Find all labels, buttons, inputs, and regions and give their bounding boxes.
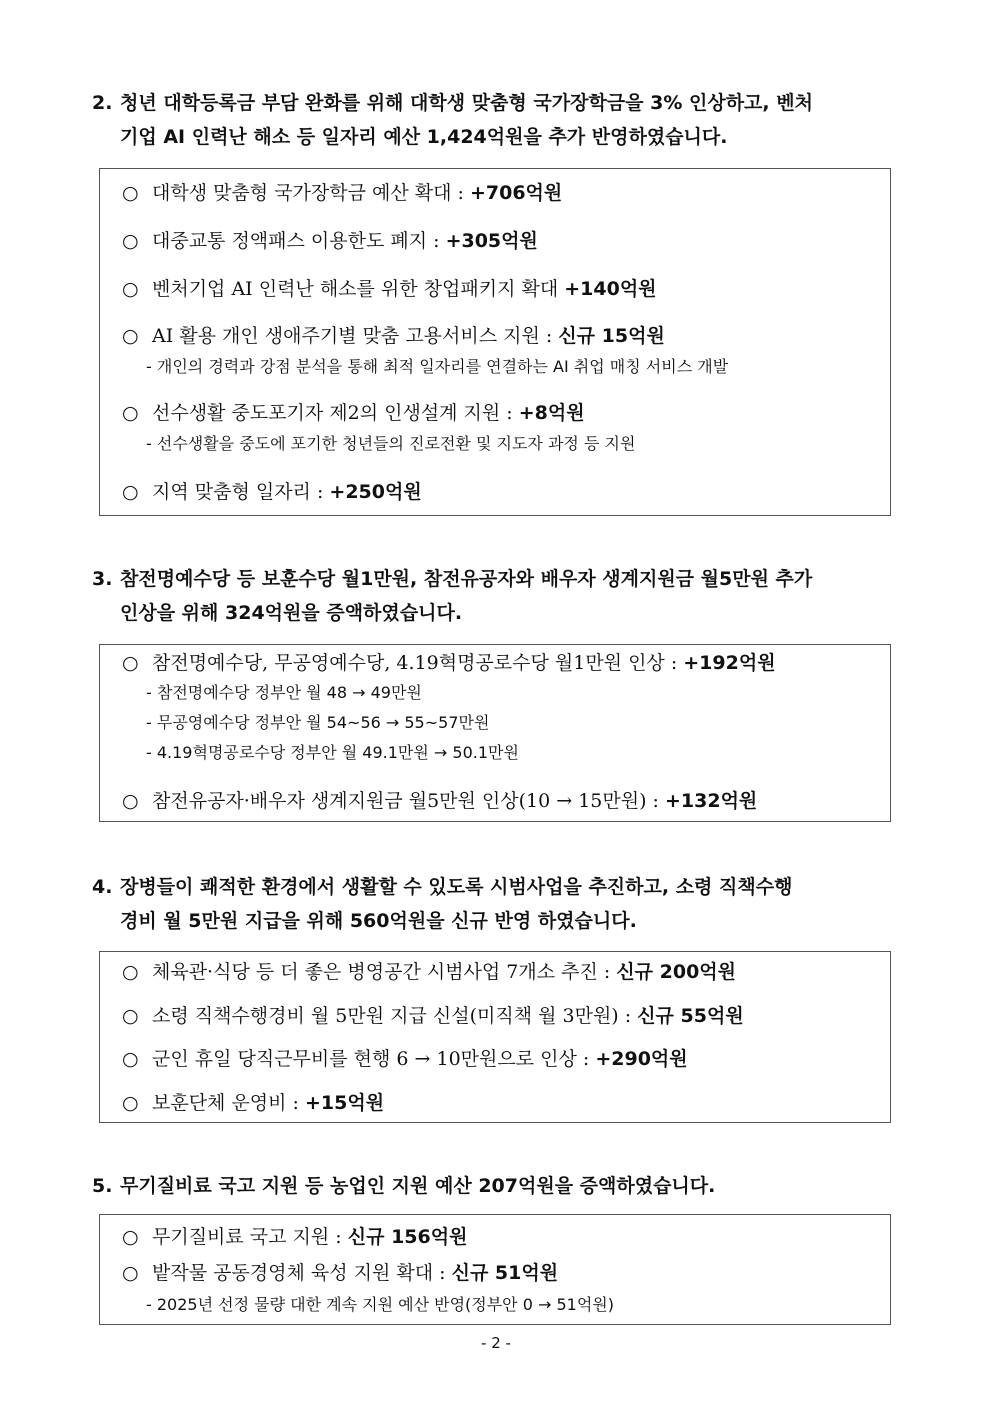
- sub-item: - 2025년 선정 물량 대한 계속 지원 예산 반영(정부안 0 → 51억원): [146, 1295, 614, 1314]
- section-4-heading: 4. 장병들이 쾌적한 환경에서 생활할 수 있도록 시범사업을 추진하고, 소령 직책수행 경비 월 5만원 지급을 위해 560억원을 신규 반영 하였습니다.: [92, 876, 793, 932]
- sub-item: - 무공영예수당 정부안 월 54~56 → 55~57만원: [146, 713, 490, 732]
- list-item: ○ 밭작물 공동경영체 육성 지원 확대 : 신규 51억원: [122, 1262, 559, 1284]
- list-item: ○ 무기질비료 국고 지원 : 신규 156억원: [122, 1226, 468, 1248]
- list-item: ○ 대중교통 정액패스 이용한도 폐지 : +305억원: [122, 230, 538, 252]
- section-5-heading: 5. 무기질비료 국고 지원 등 농업인 지원 예산 207억원을 증액하였습니다.: [92, 1175, 716, 1197]
- list-item: ○ 지역 맞춤형 일자리 : +250억원: [122, 481, 422, 503]
- list-item: ○ 참전유공자·배우자 생계지원금 월5만원 인상(10 → 15만원) : +132억원: [122, 790, 758, 812]
- list-item: ○ 참전명예수당, 무공영예수당, 4.19혁명공로수당 월1만원 인상 : +192억원: [122, 652, 776, 674]
- section-2-heading: 2. 청년 대학등록금 부담 완화를 위해 대학생 맞춤형 국가장학금을 3% 인상하고, 벤처 기업 AI 인력난 해소 등 일자리 예산 1,424억원을 추가 반영하였습니다.: [92, 92, 813, 148]
- list-item: ○ 벤처기업 AI 인력난 해소를 위한 창업패키지 확대 +140억원: [122, 278, 657, 300]
- section-3-heading: 3. 참전명예수당 등 보훈수당 월1만원, 참전유공자와 배우자 생계지원금 월5만원 추가 인상을 위해 324억원을 증액하였습니다.: [92, 568, 813, 624]
- section-5-box: [99, 1214, 891, 1325]
- list-item: ○ 체육관·식당 등 더 좋은 병영공간 시범사업 7개소 추진 : 신규 200억원: [122, 961, 737, 983]
- sub-item: - 선수생활을 중도에 포기한 청년들의 진로전환 및 지도자 과정 등 지원: [146, 434, 636, 453]
- section-4-box: [99, 951, 891, 1123]
- sub-item: - 4.19혁명공로수당 정부안 월 49.1만원 → 50.1만원: [146, 743, 519, 762]
- list-item: ○ 소령 직책수행경비 월 5만원 지급 신설(미직책 월 3만원) : 신규 55억원: [122, 1005, 744, 1027]
- list-item: ○ AI 활용 개인 생애주기별 맞춤 고용서비스 지원 : 신규 15억원: [122, 325, 665, 347]
- section-3-box: [99, 644, 891, 822]
- sub-item: - 개인의 경력과 강점 분석을 통해 최적 일자리를 연결하는 AI 취업 매칭 서비스 개발: [146, 357, 729, 376]
- sub-item: - 참전명예수당 정부안 월 48 → 49만원: [146, 683, 422, 702]
- list-item: ○ 선수생활 중도포기자 제2의 인생설계 지원 : +8억원: [122, 402, 585, 424]
- list-item: ○ 보훈단체 운영비 : +15억원: [122, 1092, 385, 1114]
- page-number: - 2 -: [481, 1334, 511, 1352]
- section-2-box: [99, 168, 891, 516]
- list-item: ○ 군인 휴일 당직근무비를 현행 6 → 10만원으로 인상 : +290억원: [122, 1048, 688, 1070]
- list-item: ○ 대학생 맞춤형 국가장학금 예산 확대 : +706억원: [122, 182, 563, 204]
